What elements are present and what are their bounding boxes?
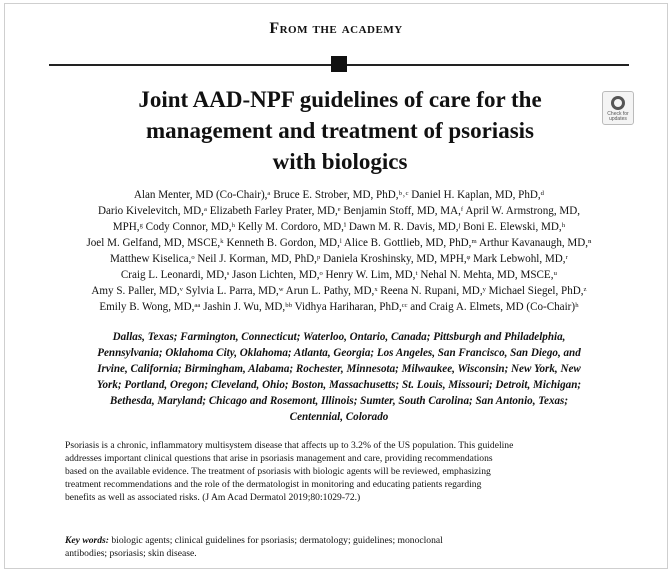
article-page (4, 3, 668, 569)
location-line: York; Portland, Oregon; Cleveland, Ohio; Boston, Massachusetts; St. Louis, Missouri; Detroit, Michigan; (96, 379, 582, 391)
author-line: Emily B. Wong, MD,ᵃᵃ Jashin J. Wu, MD,ᵇᵇ Vidhya Hariharan, PhD,ᶜᶜ and Craig A. Elmets, MD (Co-Chair)ʰ (99, 301, 579, 313)
location-line: Centennial, Colorado (289, 411, 389, 423)
affiliation-locations (39, 329, 639, 425)
author-line: Craig L. Leonardi, MD,ˢ Jason Lichten, MD,ᵒ Henry W. Lim, MD,ᵗ Nehal N. Mehta, MD, MSCE,ᵘ (120, 269, 558, 281)
keywords-line: antibodies; psoriasis; skin disease. (65, 548, 197, 559)
section-heading-text: rom the academy (279, 20, 403, 37)
keywords-line (65, 534, 620, 547)
crossmark-label: Check for updates (607, 111, 629, 122)
location-line: Pennsylvania; Oklahoma City, Oklahoma; Atlanta, Georgia; Los Angeles, San Francisco, San Diego, and (97, 347, 581, 359)
keywords (65, 534, 620, 560)
section-heading (5, 20, 667, 38)
header-rule-marker (331, 56, 347, 72)
author-line: Amy S. Paller, MD,ᵛ Sylvia L. Parra, MD,ʷ Arun L. Pathy, MD,ˣ Reena N. Rupani, MD,ʸ Michael Siegel, PhD,ᶻ (91, 285, 587, 297)
keywords-text: biologic agents; clinical guidelines for psoriasis; dermatology; guidelines; monoclonal (108, 535, 443, 546)
author-line: Alan Menter, MD (Co-Chair),ᵃ Bruce E. Strober, MD, PhD,ᵇ˒ᶜ Daniel H. Kaplan, MD, PhD,ᵈ (133, 189, 545, 201)
location-line: Bethesda, Maryland; Chicago and Rosemont, Illinois; Sumter, South Carolina; San Antonio, Texas; (109, 395, 569, 407)
section-heading-initial: F (269, 20, 280, 37)
abstract-line: addresses important clinical questions that arise in psoriasis management and care, providing recommendations (65, 453, 493, 464)
author-list (39, 187, 639, 315)
abstract-line: Psoriasis is a chronic, inflammatory multisystem disease that affects up to 3.2% of the US population. This guideline (65, 440, 514, 451)
keywords-label: Key words: (65, 535, 109, 546)
abstract-line: based on the available evidence. The treatment of psoriasis with biologic agents will be reviewed, emphasizing (65, 466, 491, 477)
author-line: Joel M. Gelfand, MD, MSCE,ᵏ Kenneth B. Gordon, MD,ˡ Alice B. Gottlieb, MD, PhD,ᵐ Arthur Kavanaugh, MD,ⁿ (86, 237, 592, 249)
abstract-line: treatment recommendations and the role of the dermatologist in monitoring and educating patients regarding (65, 479, 482, 490)
crossmark-icon (611, 96, 625, 110)
location-line: Dallas, Texas; Farmington, Connecticut; Waterloo, Ontario, Canada; Pittsburgh and Philadelphia, (112, 331, 566, 343)
crossmark-badge[interactable] (602, 91, 634, 125)
location-line: Irvine, California; Birmingham, Alabama; Rochester, Minnesota; Milwaukee, Wisconsin; New York, New (97, 363, 581, 375)
abstract (65, 439, 620, 504)
article-title: Joint AAD-NPF guidelines of care for the management and treatment of psoriasis with biologics (138, 87, 542, 174)
abstract-line: benefits as well as associated risks. (J Am Acad Dermatol 2019;80:1029-72.) (65, 492, 361, 503)
author-line: Matthew Kiselica,ᵒ Neil J. Korman, MD, PhD,ᵖ Daniela Kroshinsky, MD, MPH,ᵠ Mark Lebwohl, MD,ʳ (110, 253, 568, 265)
author-line: Dario Kivelevitch, MD,ᵃ Elizabeth Farley Prater, MD,ᵉ Benjamin Stoff, MD, MA,ᶠ April W. Armstrong, MD, (97, 205, 581, 217)
author-line: MPH,ᵍ Cody Connor, MD,ʰ Kelly M. Cordoro, MD,ⁱ Dawn M. R. Davis, MD,ʲ Boni E. Elewski, MD,ʰ (112, 221, 566, 233)
